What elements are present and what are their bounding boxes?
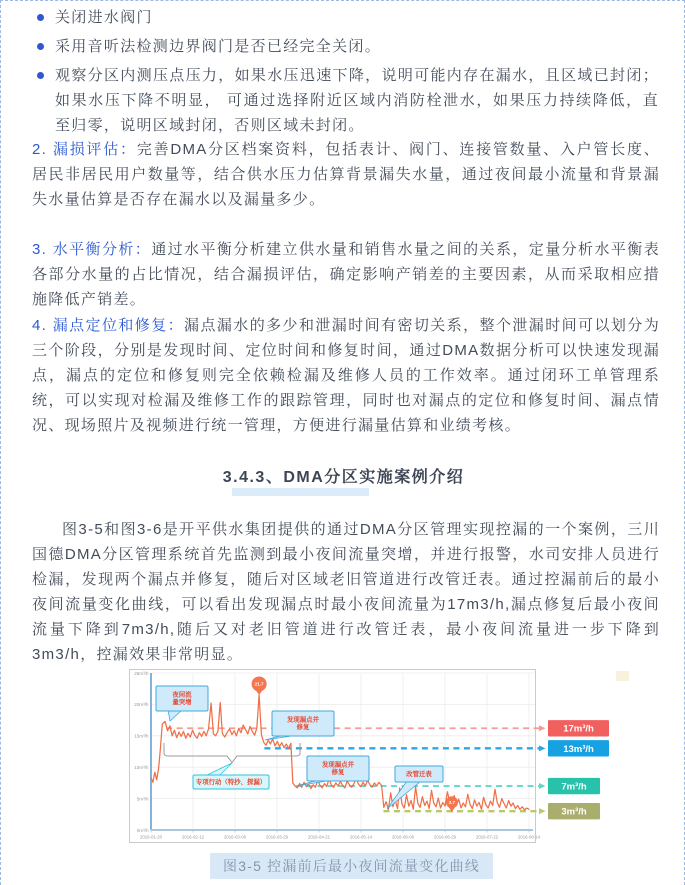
svg-text:2016-07-22: 2016-07-22: [476, 834, 498, 840]
section-paragraph-3: [32, 237, 660, 312]
svg-text:15m³/h: 15m³/h: [134, 733, 149, 739]
case-study-paragraph: 图3-5和图3-6是开平供水集团提供的通过DMA分区管理实现控漏的一个案例，三川国德DMA分区管理系统首先监测到最小夜间流量突增，并进行报警，水司安排人员进行检漏，发现两个漏点并修复，随后对区域老旧管道进行改管迁表。通过控漏前后的最小夜间流量变化曲线，可以看出发现漏点时最小夜间流量为17m3/h,漏点修复后最小夜间流量下降到7m3/h,随后又对老旧管道进行改管迁表，最小夜间流量进一步下降到3m3/h，控漏效果非常明显。: [32, 521, 660, 663]
callout-text: 专项行动（特抄、探漏）: [195, 778, 267, 786]
callout-text: 发现漏点并: [287, 716, 319, 724]
figure-chart-svg: [129, 666, 659, 846]
svg-text:2016-05-14: 2016-05-14: [350, 834, 372, 840]
watermark: [616, 671, 629, 681]
figure-image: [129, 666, 659, 846]
threshold-badge-label: 7m³/h: [561, 781, 587, 793]
bullet-dot-icon: [37, 72, 44, 79]
bullet-text: 采用音听法检测边界阀门是否已经完全关闭。: [55, 38, 382, 55]
callout-text: 改管迁表: [406, 770, 432, 778]
svg-text:2016-03-06: 2016-03-06: [224, 834, 246, 840]
svg-text:2016-04-21: 2016-04-21: [308, 834, 330, 840]
arrow-right-icon: [539, 725, 546, 731]
callout-text: 修复: [296, 724, 310, 732]
pin-label: 21.7: [254, 681, 264, 687]
svg-text:2016-08-14: 2016-08-14: [518, 834, 540, 840]
svg-text:2016-03-29: 2016-03-29: [266, 834, 288, 840]
callout-text: 夜间流: [172, 691, 192, 699]
svg-text:5m³/h: 5m³/h: [136, 796, 149, 802]
section-label: 3. 水平衡分析：: [32, 241, 152, 258]
bullet-dot-icon: [37, 14, 44, 21]
pin-label: 2.7: [448, 799, 456, 805]
section-label: 2. 漏损评估：: [32, 141, 137, 158]
bullet-dot-icon: [37, 43, 44, 50]
heading-underline: [232, 488, 369, 496]
callout-text: 发现漏点并: [322, 761, 354, 769]
svg-text:25m³/h: 25m³/h: [134, 670, 149, 676]
section-label: 4. 漏点定位和修复：: [32, 317, 185, 334]
section-text: 通过水平衡分析建立供水量和销售水量之间的关系，定量分析水平衡表各部分水量的占比情况，结合漏损评估，确定影响产销差的主要因素，从而采取相应措施降低产销差。: [32, 241, 660, 308]
figure-caption: 图3-5 控漏前后最小夜间流量变化曲线: [210, 853, 493, 879]
bullet-item: [37, 63, 659, 138]
svg-text:2016-01-20: 2016-01-20: [140, 834, 162, 840]
arrow-right-icon: [539, 745, 546, 751]
threshold-badge-label: 13m³/h: [563, 743, 594, 755]
callout-text: 量突增: [172, 699, 192, 707]
svg-text:2016-02-12: 2016-02-12: [182, 834, 204, 840]
section-text: 漏点漏水的多少和泄漏时间有密切关系，整个泄漏时间可以划分为三个阶段，分别是发现时间、定位时间和修复时间，通过DMA数据分析可以快速发现漏点，漏点的定位和修复则完全依赖检漏及维修人员的工作效率。通过闭环工单管理系统，可以实现对检漏及维修工作的跟踪管理，同时也对漏点的定位和修复时间、漏点情况、现场照片及视频进行统一管理，方便进行漏量估算和业绩考核。: [32, 317, 660, 434]
bullet-item: [37, 34, 659, 59]
bullet-list: [37, 5, 659, 142]
callout-text: 修复: [331, 769, 345, 777]
bullet-text: 关闭进水阀门: [55, 9, 153, 26]
section-text: 完善DMA分区档案资料，包括表计、阀门、连接管数量、入户管长度、居民非居民用户数量等，结合供水压力估算背景漏失水量，通过夜间最小流量和背景漏失水量估算是否存在漏水以及漏量多少。: [32, 141, 661, 208]
threshold-badge-label: 3m³/h: [561, 806, 587, 818]
bullet-text: 观察分区内测压点压力，如果水压迅速下降，说明可能内存在漏水，且区域已封闭；如果水压下降不明显， 可通过选择附近区域内消防栓泄水，如果压力持续降低，直至归零，说明区域封闭，否则区域未封闭。: [55, 67, 659, 134]
svg-text:20m³/h: 20m³/h: [134, 702, 149, 708]
callout-发现漏点并修复: [265, 711, 334, 740]
svg-text:0m³/h: 0m³/h: [136, 827, 149, 833]
arrow-right-icon: [539, 808, 546, 814]
svg-text:2016-06-06: 2016-06-06: [392, 834, 414, 840]
bullet-item: [37, 5, 659, 30]
svg-text:2016-06-29: 2016-06-29: [434, 834, 456, 840]
section-heading: 3.4.3、DMA分区实施案例介绍: [222, 469, 465, 486]
threshold-badge-label: 17m³/h: [563, 723, 594, 735]
section-paragraph-2: [32, 137, 660, 212]
section-paragraph-4: [32, 313, 660, 438]
arrow-right-icon: [539, 783, 546, 789]
svg-text:10m³/h: 10m³/h: [134, 765, 149, 770]
